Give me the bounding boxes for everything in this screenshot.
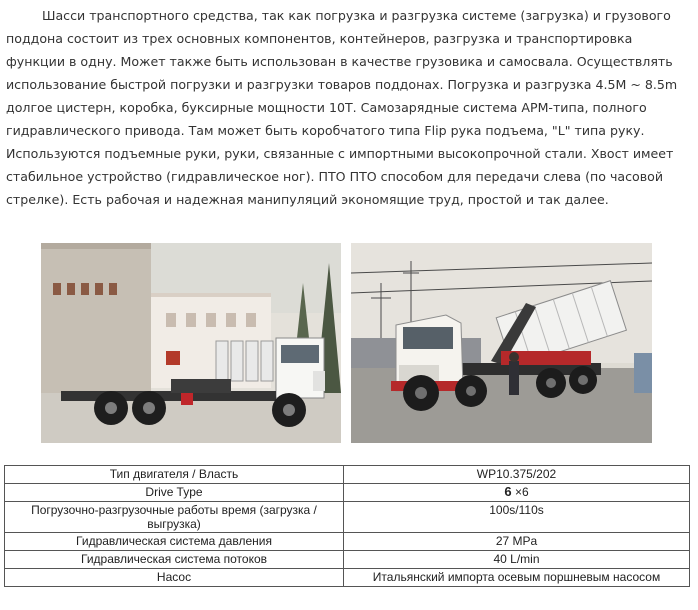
spec-value-drive-bold: 6 (504, 484, 512, 499)
spec-value-drive (344, 484, 690, 502)
spec-label-flow: Гидравлическая система потоков (5, 551, 344, 569)
table-row (5, 466, 690, 484)
spec-value-engine: WP10.375/202 (344, 466, 690, 484)
table-row (5, 502, 690, 533)
spec-label-time: Погрузочно-разгрузочные работы время (загрузка / выгрузка) (5, 502, 344, 533)
table-row (5, 551, 690, 569)
spec-label-pump: Насос (5, 569, 344, 587)
spec-value-flow: 40 L/min (344, 551, 690, 569)
spec-table (4, 465, 690, 587)
spec-label-drive: Drive Type (5, 484, 344, 502)
spec-label-pressure: Гидравлическая система давления (5, 533, 344, 551)
spec-value-pump: Итальянский импорта осевым поршневым насосом (344, 569, 690, 587)
table-row (5, 569, 690, 587)
spec-value-time: 100s/110s (344, 502, 690, 533)
table-row (5, 484, 690, 502)
hooklift-truck-photo (351, 243, 652, 443)
spec-label-engine: Тип двигателя / Власть (5, 466, 344, 484)
spec-value-drive-rest: ×6 (511, 485, 529, 499)
spec-value-pressure: 27 MPa (344, 533, 690, 551)
table-row (5, 533, 690, 551)
truck-fleet-photo (41, 243, 341, 443)
article-paragraph: Шасси транспортного средства, так как погрузка и разгрузка системе (загрузка) и грузового поддона состоит из трех основных компонентов, контейнеров, разгрузка и транспортировка функции в одну. Может также быть использован в качестве грузовика и самосвала. Осуществлять использование быстрой погрузки и разгрузки товаров поддонах. Погрузка и разгрузка 4.5M ~ 8.5m долгое цистерн, коробка, буксирные мощности 10Т. Самозарядные система АРМ-типа, полного гидравлического привода. Там может быть коробчатого типа Flip рука подъема, "L" типа руку. Используются подъемные руки, руки, связанные с импортными высокопрочной стали. Хвост имеет стабильное устройство (гидравлическое ног). ПТО ПТО способом для передачи слева (по часовой стрелке). Есть рабочая и надежная манипуляций экономящие труд, простой и так далее. (6, 8, 678, 207)
